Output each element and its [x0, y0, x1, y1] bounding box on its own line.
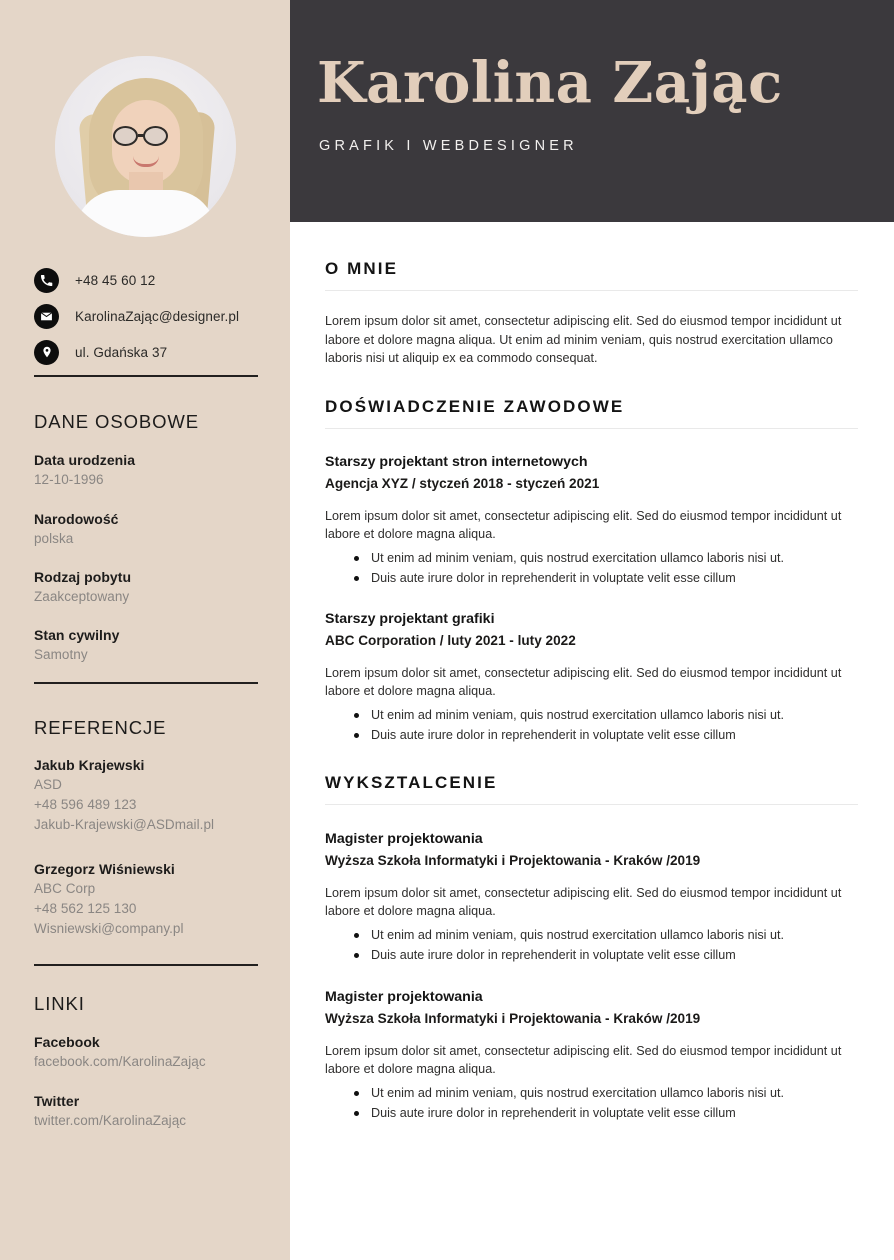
list-item: Duis aute irure dolor in reprehenderit in voluptate velit esse cillum [325, 725, 858, 745]
sidebar-divider-2 [34, 682, 258, 684]
entry-bullets [325, 705, 858, 745]
reference-name: Grzegorz Wiśniewski [34, 861, 175, 877]
phone-icon [34, 268, 59, 293]
section-rule [325, 428, 858, 429]
list-item: Duis aute irure dolor in reprehenderit in voluptate velit esse cillum [325, 945, 858, 965]
reference-company: ABC Corp [34, 881, 96, 896]
entry-bullets [325, 1083, 858, 1123]
personal-field-birthdate [34, 450, 269, 490]
reference-item [34, 859, 269, 939]
list-item: Duis aute irure dolor in reprehenderit in voluptate velit esse cillum [325, 568, 858, 588]
section-about [325, 222, 858, 368]
list-item: Duis aute irure dolor in reprehenderit in voluptate velit esse cillum [325, 1103, 858, 1123]
contact-email[interactable] [34, 298, 260, 334]
list-item: Ut enim ad minim veniam, quis nostrud exercitation ullamco laboris nisi ut. [325, 705, 858, 725]
list-item: Ut enim ad minim veniam, quis nostrud exercitation ullamco laboris nisi ut. [325, 1083, 858, 1103]
experience-entry [325, 452, 858, 588]
link-label: Twitter [34, 1093, 80, 1109]
header-band [290, 0, 894, 222]
links-title: LINKI [34, 993, 85, 1014]
reference-email: Wisniewski@company.pl [34, 921, 184, 936]
entry-subtitle: Wyższa Szkoła Informatyki i Projektowania - Kraków /2019 [325, 852, 701, 868]
reference-item [34, 755, 269, 835]
reference-email: Jakub-Krajewski@ASDmail.pl [34, 817, 215, 832]
link-item-twitter[interactable] [34, 1091, 269, 1131]
field-label: Rodzaj pobytu [34, 569, 132, 585]
field-value: polska [34, 531, 74, 546]
contact-list [34, 262, 260, 370]
section-experience [325, 396, 858, 745]
entry-text: Lorem ipsum dolor sit amet, consectetur adipiscing elit. Sed do eiusmod tempor incididunt ut labore et dolore magna aliqua. [325, 508, 842, 541]
entry-title: Magister projektowania [325, 830, 483, 847]
section-title-experience: DOŚWIADCZENIE ZAWODOWE [325, 396, 625, 416]
link-url[interactable]: twitter.com/KarolinaZając [34, 1113, 187, 1128]
personal-field-marital [34, 625, 269, 665]
section-rule [325, 290, 858, 291]
job-title: GRAFIK I WEBDESIGNER [319, 138, 578, 154]
list-item: Ut enim ad minim veniam, quis nostrud exercitation ullamco laboris nisi ut. [325, 548, 858, 568]
entry-text: Lorem ipsum dolor sit amet, consectetur adipiscing elit. Sed do eiusmod tempor incididunt ut labore et dolore magna aliqua. [325, 665, 842, 698]
sidebar-divider-3 [34, 964, 258, 966]
entry-subtitle: ABC Corporation / luty 2021 - luty 2022 [325, 632, 576, 648]
sidebar-divider-1 [34, 375, 258, 377]
field-value: Samotny [34, 647, 88, 662]
link-item-facebook[interactable] [34, 1032, 269, 1072]
field-label: Narodowość [34, 511, 119, 527]
entry-title: Starszy projektant stron internetowych [325, 453, 588, 470]
references-title: REFERENCJE [34, 717, 167, 738]
reference-phone: +48 596 489 123 [34, 797, 137, 812]
envelope-icon [34, 304, 59, 329]
field-value: 12-10-1996 [34, 472, 104, 487]
section-education [325, 772, 858, 1123]
field-label: Stan cywilny [34, 627, 120, 643]
contact-email-text: KarolinaZając@designer.pl [75, 308, 240, 324]
personal-data-title: DANE OSOBOWE [34, 411, 199, 432]
section-rule [325, 804, 858, 805]
reference-name: Jakub Krajewski [34, 757, 145, 773]
avatar [55, 56, 236, 237]
education-entry [325, 987, 858, 1123]
main-content [290, 222, 894, 1260]
contact-address-text: ul. Gdańska 37 [75, 344, 168, 360]
entry-text: Lorem ipsum dolor sit amet, consectetur adipiscing elit. Sed do eiusmod tempor incididunt ut labore et dolore magna aliqua. [325, 1043, 842, 1076]
field-label: Data urodzenia [34, 452, 136, 468]
reference-company: ASD [34, 777, 62, 792]
experience-entry [325, 609, 858, 745]
entry-bullets [325, 548, 858, 588]
page-title: Karolina Zając [317, 50, 783, 116]
entry-bullets [325, 925, 858, 965]
contact-phone-text: +48 45 60 12 [75, 272, 156, 288]
contact-phone[interactable] [34, 262, 260, 298]
list-item: Ut enim ad minim veniam, quis nostrud exercitation ullamco laboris nisi ut. [325, 925, 858, 945]
link-url[interactable]: facebook.com/KarolinaZając [34, 1054, 206, 1069]
field-value: Zaakceptowany [34, 589, 130, 604]
entry-title: Starszy projektant grafiki [325, 610, 495, 627]
entry-title: Magister projektowania [325, 988, 483, 1005]
entry-subtitle: Agencja XYZ / styczeń 2018 - styczeń 2021 [325, 475, 600, 491]
personal-field-nationality [34, 509, 269, 549]
sidebar [0, 0, 290, 1260]
section-title-education: WYKSZTALCENIE [325, 772, 498, 792]
contact-address[interactable] [34, 334, 260, 370]
personal-field-residence [34, 567, 269, 607]
section-title-about: O MNIE [325, 259, 399, 278]
reference-phone: +48 562 125 130 [34, 901, 137, 916]
education-entry [325, 829, 858, 965]
profile-photo [55, 56, 236, 237]
entry-subtitle: Wyższa Szkoła Informatyki i Projektowania - Kraków /2019 [325, 1010, 701, 1026]
location-pin-icon [34, 340, 59, 365]
entry-text: Lorem ipsum dolor sit amet, consectetur adipiscing elit. Sed do eiusmod tempor incididunt ut labore et dolore magna aliqua. [325, 885, 842, 918]
glasses-icon [113, 126, 138, 146]
about-text: Lorem ipsum dolor sit amet, consectetur adipiscing elit. Sed do eiusmod tempor incididunt ut labore et dolore magna aliqua. Ut enim ad minim veniam, quis nostrud exercitation ullamco laboris nisi ut aliquip ex ea commodo consequat. [325, 314, 842, 365]
link-label: Facebook [34, 1034, 100, 1050]
